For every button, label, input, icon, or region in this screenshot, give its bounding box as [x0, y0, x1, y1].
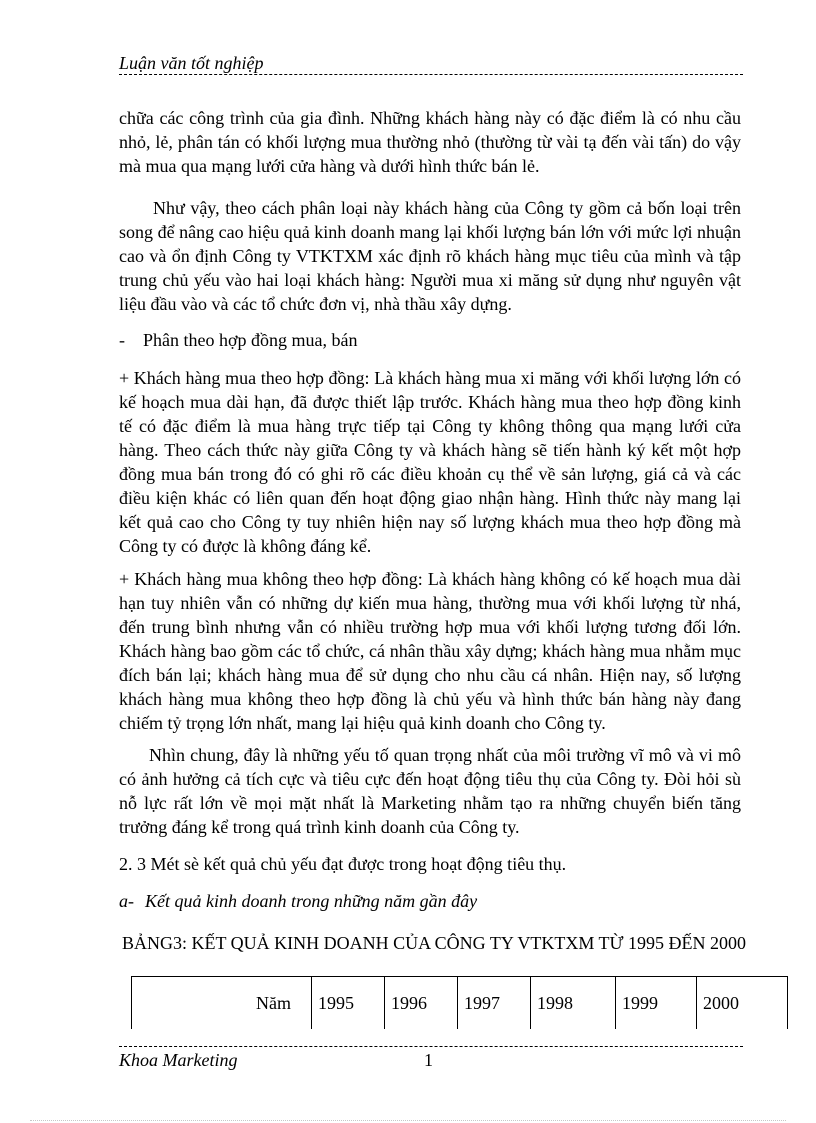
paragraph-non-contract-customers: + Khách hàng mua không theo hợp đồng: Là khách hàng không có kế hoạch mua dài hạn tuy nhiên vẫn có những dự kiến mua hàng, thường mua với khối lượng từ nhá, đến trung bình nhưng vẫn có nhiều trường hợp mua với khối lượng tương đối lớn. Khách hàng bao gồm các tổ chức, cá nhân thầu xây dựng; khách hàng mua nhằm mục đích bán lại; khách hàng mua để sử dụng cho nhu cầu cá nhân. Hiện nay, số lượng khách hàng mua không theo hợp đồng là chủ yếu và hình thức bán hàng này đang chiếm tỷ trọng lớn nhất, mang lại hiệu quả kinh doanh cho Công ty.: [119, 569, 741, 733]
table-year-1995: 1995: [312, 977, 385, 1030]
paragraph-customer-summary: Như vậy, theo cách phân loại này khách hàng của Công ty gồm cả bốn loại trên song để nâng cao hiệu quả kinh doanh mang lại khối lượng bán lớn với mức lợi nhuận cao và ổn định Công ty VTKTXM xác định rõ khách hàng mục tiêu của mình và tập trung chủ yếu vào hai loại khách hàng: Người mua xi măng sử dụng như nguyên vật liệu đầu vào và các tổ chức đơn vị, nhà thầu xây dựng.: [119, 198, 741, 314]
table-title: BẢNG3: KẾT QUẢ KINH DOANH CỦA CÔNG TY VTKTXM TỪ 1995 ĐẾN 2000: [122, 933, 746, 953]
table-year-1998: 1998: [531, 977, 616, 1030]
subheading: [119, 891, 477, 912]
header-divider: [119, 74, 743, 75]
subheading-text: Kết quả kinh doanh trong những năm gần đây: [145, 891, 478, 911]
subheading-marker: a-: [119, 891, 134, 911]
table-header-row: [132, 977, 788, 1030]
section-heading-results: 2. 3 Mét sè kết quả chủ yếu đạt được trong hoạt động tiêu thụ.: [119, 854, 567, 874]
table-row-header: Năm: [132, 977, 312, 1030]
page-number: 1: [424, 1050, 433, 1070]
footer-divider: [119, 1046, 743, 1047]
footer-department: Khoa Marketing: [119, 1050, 238, 1070]
table-year-2000: 2000: [697, 977, 788, 1030]
table-year-1999: 1999: [616, 977, 697, 1030]
paragraph-customer-household: chữa các công trình của gia đình. Những khách hàng này có đặc điểm là có nhu cầu nhỏ, lẻ, phân tán có khối lượng mua thường nhỏ (thường từ vài tạ đến vài tấn) do vậy mà mua qua mạng lưới cửa hàng và dưới hình thức bán lẻ.: [119, 108, 741, 176]
table-year-1997: 1997: [458, 977, 531, 1030]
paragraph-contract-customers: + Khách hàng mua theo hợp đồng: Là khách hàng mua xi măng với khối lượng lớn có kế hoạch mua dài hạn, đã được thiết lập trước. Khách hàng mua theo hợp đồng kinh tế có đặc điểm là mua hàng trực tiếp tại Công ty không thông qua mạng lưới cửa hàng. Theo cách thức này giữa Công ty và khách hàng sẽ tiến hành ký kết một hợp đồng mua bán trong đó có ghi rõ các điều khoản cụ thể về sản lượng, giá cả và các điều kiện khác có liên quan đến hoạt động giao nhận hàng. Hình thức này mang lại kết quả cao cho Công ty tuy nhiên hiện nay số lượng khách mua theo hợp đồng mà Công ty có được là không đáng kể.: [119, 368, 741, 556]
results-table: [131, 976, 788, 1029]
bullet-contract-classification: - Phân theo hợp đồng mua, bán: [119, 330, 358, 350]
paragraph-conclusion: Nhìn chung, đây là những yếu tố quan trọng nhất của môi trường vĩ mô và vi mô có ảnh hưởng cả tích cực và tiêu cực đến hoạt động tiêu thụ của Công ty. Đòi hỏi sù nỗ lực rất lớn về mọi mặt nhất là Marketing nhằm tạo ra những chuyển biến tăng trưởng đáng kể trong quá trình kinh doanh của Công ty.: [119, 745, 741, 837]
page-bottom-border: [30, 1120, 786, 1121]
table-year-1996: 1996: [385, 977, 458, 1030]
header-title: Luận văn tốt nghiệp: [119, 53, 264, 73]
